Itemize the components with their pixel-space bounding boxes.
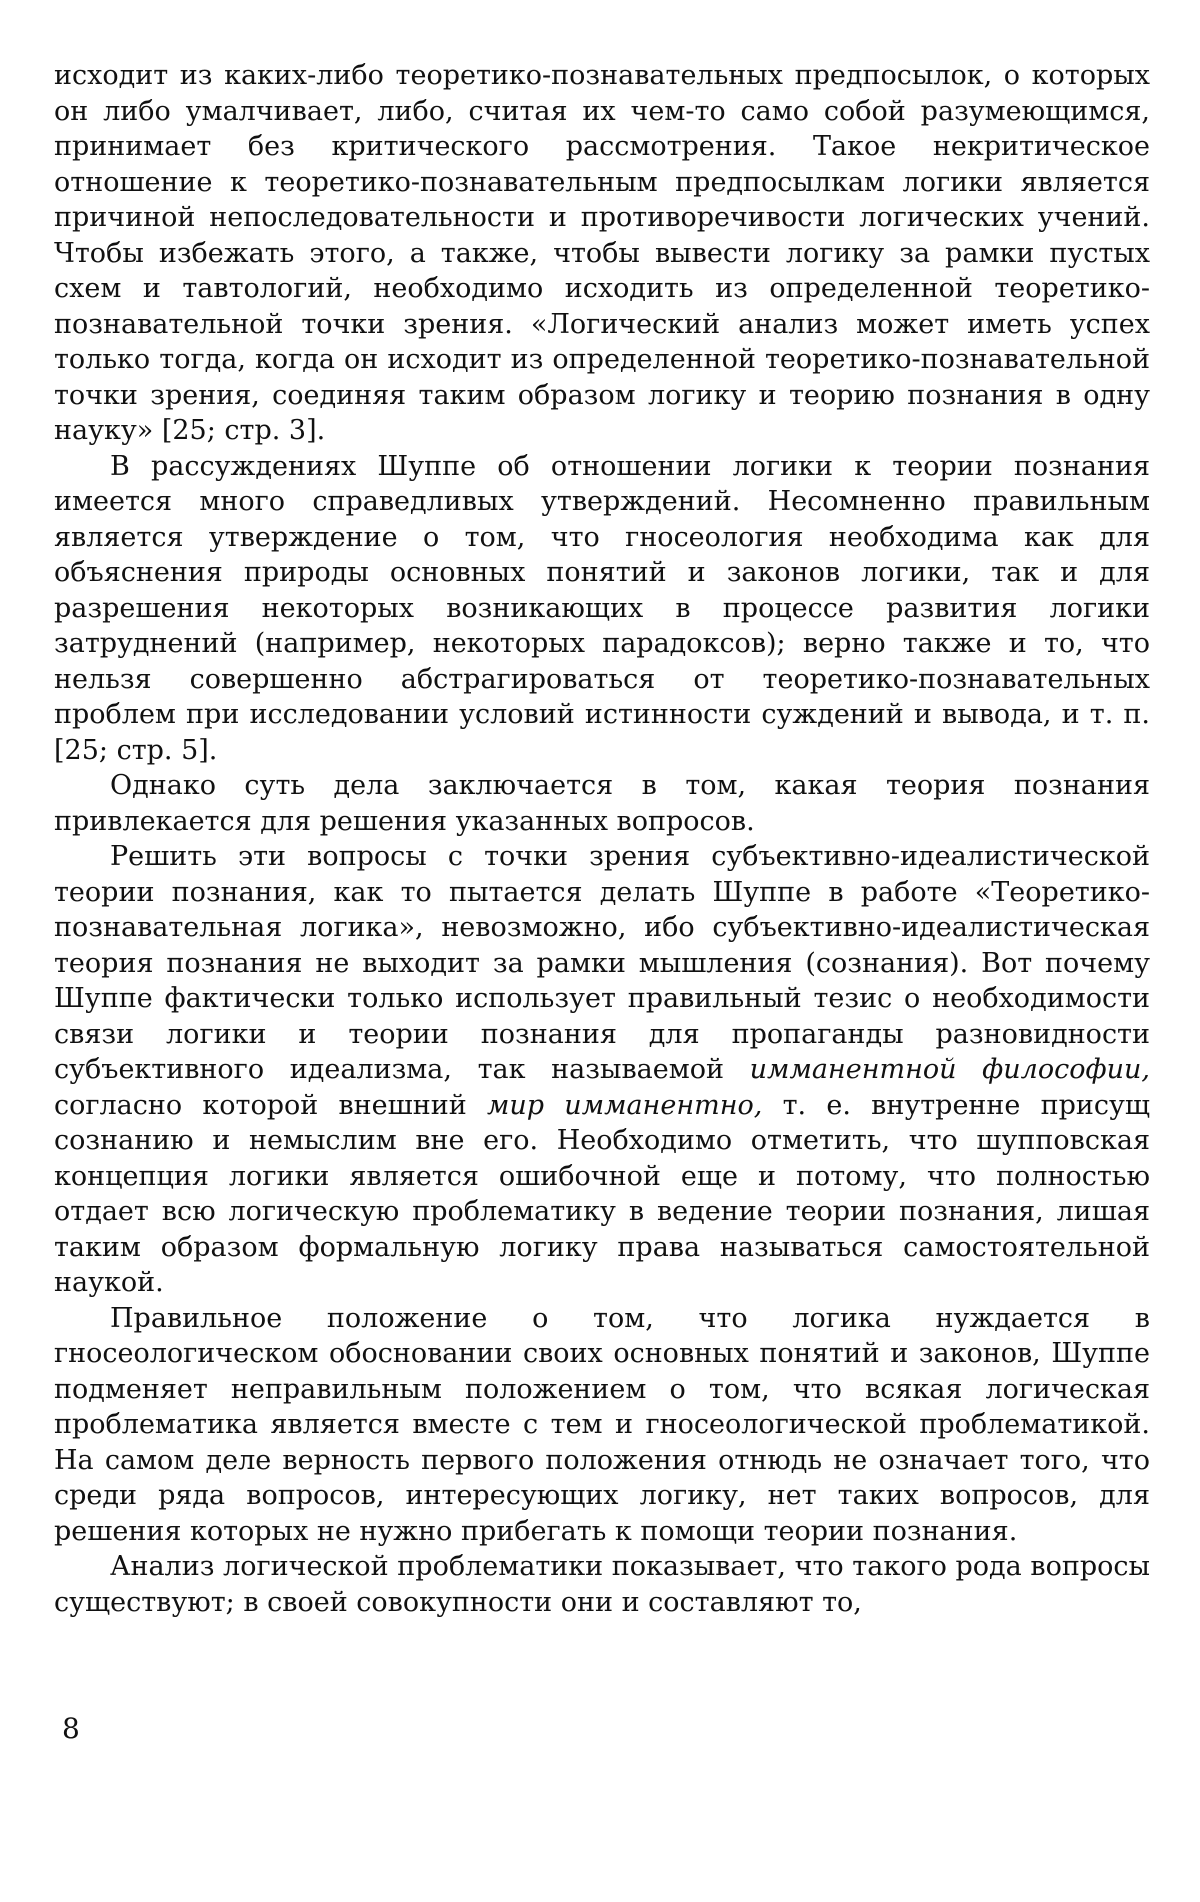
- paragraph-text-part: т. е. внутренне присущ сознанию и немыслим вне его. Необходимо отметить, что шупповская концепция логики является ошибочной еще и потому, что полностью отдает всю логическую проблематику в ведение теории познания, лишая таким образом формальную логику права называться самостоятельной наукой.: [54, 1089, 1151, 1298]
- italic-term-immanent-philosophy: имманентной философии,: [749, 1054, 1150, 1085]
- page-text-block: [54, 58, 1150, 1620]
- paragraph-schuppe-reasoning: В рассуждениях Шуппе об отношении логики к теории познания имеется много справедливых утверждений. Несомненно правильным является утверждение о том, что гносеология необходима как для объяснения природы основных понятий и законов логики, так и для разрешения некоторых возникающих в процессе развития логики затруднений (например, некоторых парадоксов); верно также и то, что нельзя совершенно абстрагироваться от теоретико-познавательных проблем при исследовании условий истинности суждений и вывода, и т. п. [25; стр. 5].: [54, 450, 1150, 766]
- paragraph-analysis: Анализ логической проблематики показывает, что такого рода вопросы существуют; в своей совокупности они и составляют то,: [54, 1551, 1150, 1618]
- italic-term-world-immanent: мир имманентно,: [487, 1089, 763, 1121]
- paragraph-continuation: исходит из каких-либо теоретико-познавательных предпосылок, о которых он либо умалчивает, либо, считая их чем-то само собой разумеющимся, принимает без критического рассмотрения. Такое некритическое отношение к теоретико-познавательным предпосылкам логики является причиной непоследовательности и противоречивости логических учений. Чтобы избежать этого, а также, чтобы вывести логику за рамки пустых схем и тавтологий, необходимо исходить из определенной теоретико-познавательной точки зрения. «Логический анализ может иметь успех только тогда, когда он исходит из определенной теоретико-познавательной точки зрения, соединяя таким образом логику и теорию познания в одну науку» [25; стр. 3].: [54, 60, 1150, 446]
- paragraph-essence-of-matter: Однако суть дела заключается в том, какая теория познания привлекается для решения указанных вопросов.: [54, 770, 1150, 837]
- paragraph-text-part: согласно которой внешний: [54, 1089, 487, 1121]
- paragraph-text-part: Решить эти вопросы с точки зрения субъективно-идеалистической теории познания, как то пытается делать Шуппе в работе «Теоретико-познавательная логика», невозможно, ибо субъективно-идеалистическая теория познания не выходит за рамки мышления (сознания). Вот почему Шуппе фактически только использует правильный тезис о необходимости связи логики и теории познания для пропаганды разновидности субъективного идеализма, так называемой: [54, 841, 1150, 1085]
- paragraph-subjective-idealism: [54, 839, 1150, 1301]
- page-number: 8: [62, 1712, 80, 1745]
- paragraph-correct-position: Правильное положение о том, что логика нуждается в гносеологическом обосновании своих основных понятий и законов, Шуппе подменяет неправильным положением о том, что всякая логическая проблематика является вместе с тем и гносеологической проблематикой. На самом деле верность первого положения отнюдь не означает того, что среди ряда вопросов, интересующих логику, нет таких вопросов, для решения которых не нужно прибегать к помощи теории познания.: [54, 1302, 1150, 1547]
